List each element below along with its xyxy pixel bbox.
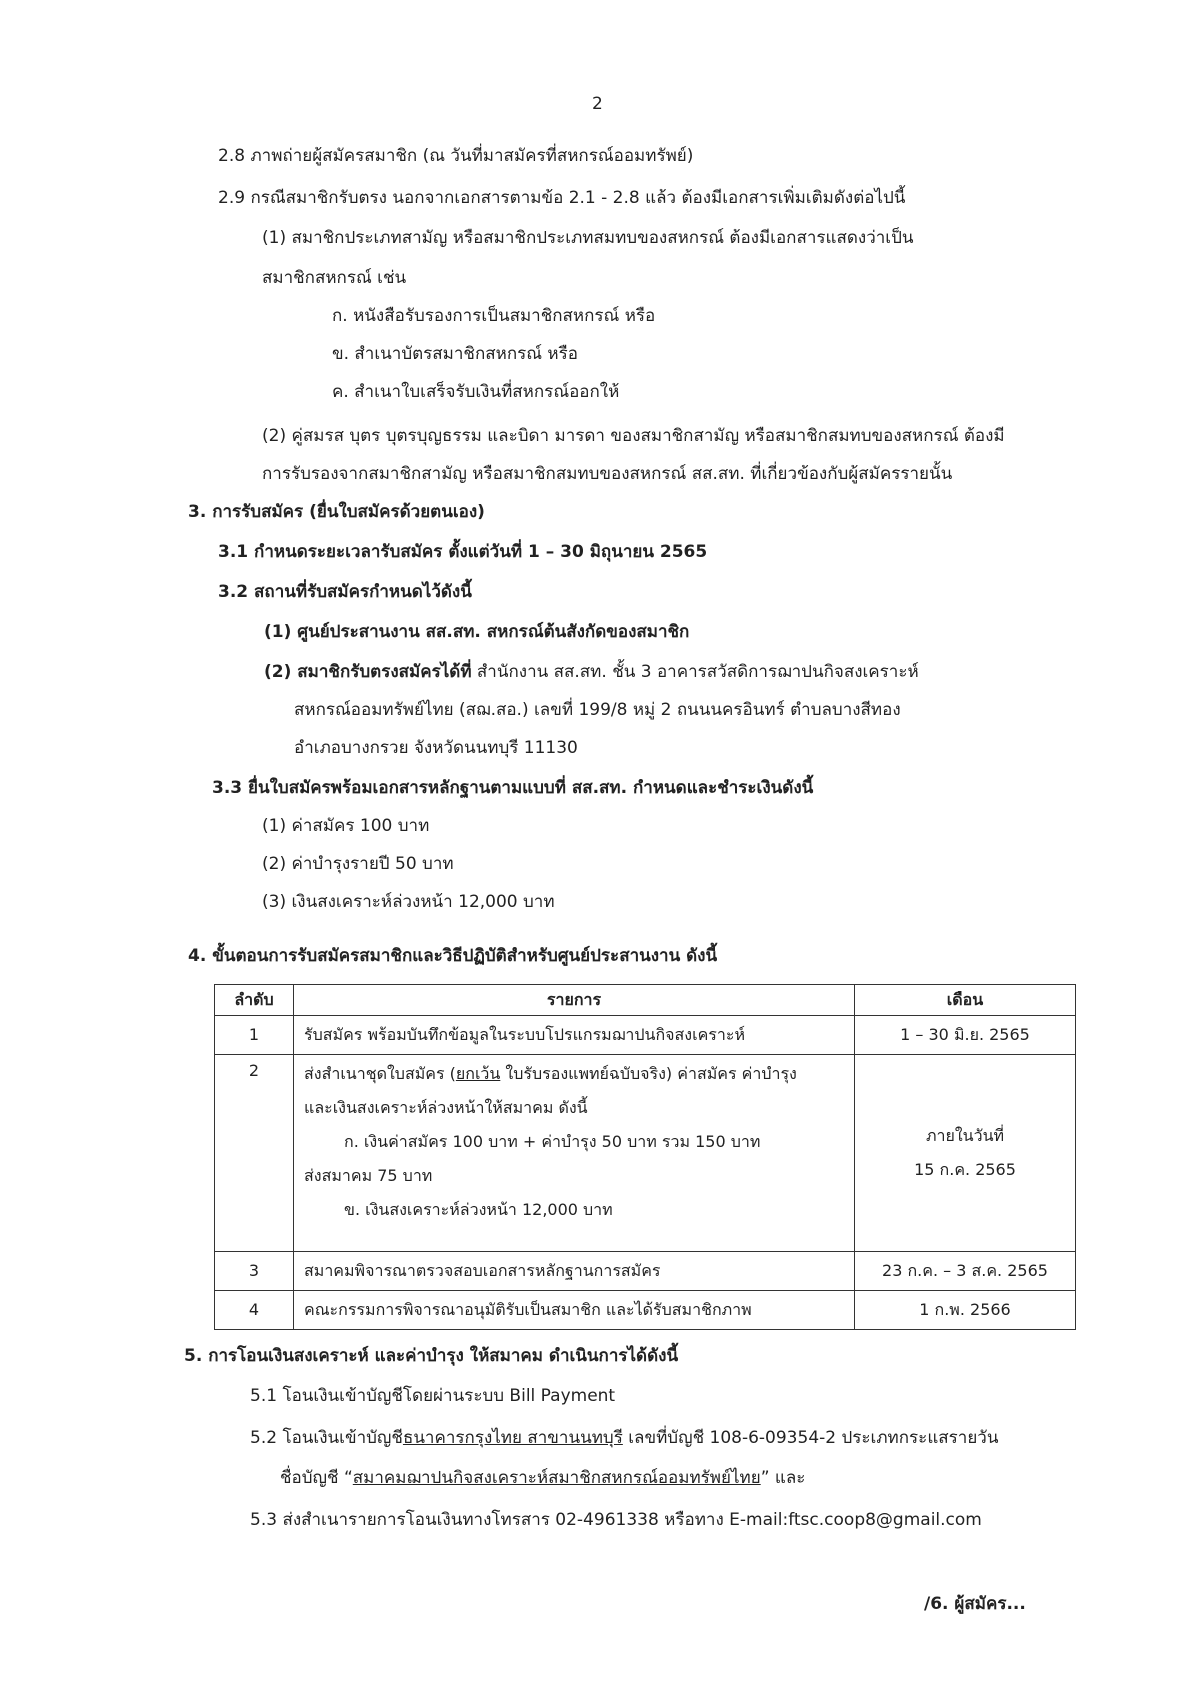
item-2-9-2-line2: การรับรองจากสมาชิกสามัญ หรือสมาชิกสมทบของสหกรณ์ สส.สท. ที่เกี่ยวข้องกับผู้สมัครรายนั้น xyxy=(262,464,953,484)
item-5-1: 5.1 โอนเงินเข้าบัญชีโดยผ่านระบบ Bill Payment xyxy=(250,1386,616,1406)
item-2-9-1-ka: ก. หนังสือรับรองการเป็นสมาชิกสหกรณ์ หรือ xyxy=(332,306,656,326)
section-3-heading: 3. การรับสมัคร (ยื่นใบสมัครด้วยตนเอง) xyxy=(188,502,485,522)
row-item: คณะกรรมการพิจารณาอนุมัติรับเป็นสมาชิก และได้รับสมาชิกภาพ xyxy=(294,1291,855,1330)
item-3-1 xyxy=(218,540,707,564)
row-month: 23 ก.ค. – 3 ส.ค. 2565 xyxy=(855,1252,1076,1291)
table-row xyxy=(215,1016,1076,1055)
item-2-9-1-line1: (1) สมาชิกประเภทสามัญ หรือสมาชิกประเภทสมทบของสหกรณ์ ต้องมีเอกสารแสดงว่าเป็น xyxy=(262,228,914,248)
item-5-2-name-pre: ชื่อบัญชี “ xyxy=(280,1468,353,1488)
table-header-row xyxy=(215,985,1076,1016)
item-3-3-1: (1) ค่าสมัคร 100 บาท xyxy=(262,816,430,836)
item-5-2-name-post: ” และ xyxy=(760,1468,806,1488)
item-3-2-2-line1 xyxy=(264,660,919,684)
item-3-2-2-lead: (2) สมาชิกรับตรงสมัครได้ที่ xyxy=(264,662,472,682)
table-row xyxy=(215,1055,1076,1252)
item-2-9: 2.9 กรณีสมาชิกรับตรง นอกจากเอกสารตามข้อ 2.1 - 2.8 แล้ว ต้องมีเอกสารเพิ่มเติมดังต่อไปนี้ xyxy=(218,188,906,208)
item-2-9-2-line1: (2) คู่สมรส บุตร บุตรบุญธรรม และบิดา มารดา ของสมาชิกสามัญ หรือสมาชิกสมทบของสหกรณ์ ต้องมี xyxy=(262,426,1005,446)
row-item-line1 xyxy=(304,1057,844,1091)
item-5-2-account-name: สมาคมฌาปนกิจสงเคราะห์สมาชิกสหกรณ์ออมทรัพย์ไทย xyxy=(352,1468,761,1488)
item-3-2-2-line3: อำเภอบางกรวย จังหวัดนนทบุรี 11130 xyxy=(294,738,578,758)
page-number: 2 xyxy=(592,94,603,114)
row-no: 2 xyxy=(215,1055,294,1252)
item-2-8: 2.8 ภาพถ่ายผู้สมัครสมาชิก (ณ วันที่มาสมัครที่สหกรณ์ออมทรัพย์) xyxy=(218,146,694,166)
row-no: 4 xyxy=(215,1291,294,1330)
row-month-line1: ภายในวันที่ xyxy=(925,1126,1005,1145)
item-3-3-3: (3) เงินสงเคราะห์ล่วงหน้า 12,000 บาท xyxy=(262,892,555,912)
row-item: สมาคมพิจารณาตรวจสอบเอกสารหลักฐานการสมัคร xyxy=(294,1252,855,1291)
item-3-3-2: (2) ค่าบำรุงรายปี 50 บาท xyxy=(262,854,454,874)
item-3-2-1: (1) ศูนย์ประสานงาน สส.สท. สหกรณ์ต้นสังกัดของสมาชิก xyxy=(264,622,690,642)
row-item-line1-pre: ส่งสำเนาชุดใบสมัคร ( xyxy=(304,1064,456,1083)
row-month-line2: 15 ก.ค. 2565 xyxy=(914,1160,1016,1179)
section-4-heading: 4. ขั้นตอนการรับสมัครสมาชิกและวิธีปฏิบัติสำหรับศูนย์ประสานงาน ดังนี้ xyxy=(188,946,718,966)
item-5-2-bank: ธนาคารกรุงไทย สาขานนทบุรี xyxy=(402,1428,623,1448)
table-row xyxy=(215,1252,1076,1291)
item-5-2-pre: 5.2 โอนเงินเข้าบัญชี xyxy=(250,1428,403,1448)
table-header-item: รายการ xyxy=(294,985,855,1016)
item-3-1-text: 3.1 กำหนดระยะเวลารับสมัคร ตั้งแต่วันที่ 1 – 30 มิถุนายน 2565 xyxy=(218,542,708,562)
row-item: รับสมัคร พร้อมบันทึกข้อมูลในระบบโปรแกรมฌาปนกิจสงเคราะห์ xyxy=(294,1016,855,1055)
procedure-table xyxy=(214,984,1076,1330)
item-5-3: 5.3 ส่งสำเนารายการโอนเงินทางโทรสาร 02-4961338 หรือทาง E-mail:ftsc.coop8@gmail.com xyxy=(250,1510,982,1530)
row-item-line2: และเงินสงเคราะห์ล่วงหน้าให้สมาคม ดังนี้ xyxy=(304,1098,588,1117)
row-no: 3 xyxy=(215,1252,294,1291)
row-item xyxy=(294,1055,855,1252)
row-item-line5: ข. เงินสงเคราะห์ล่วงหน้า 12,000 บาท xyxy=(344,1200,613,1219)
table-row xyxy=(215,1291,1076,1330)
item-3-2-2-rest: สำนักงาน สส.สท. ชั้น 3 อาคารสวัสดิการฌาปนกิจสงเคราะห์ xyxy=(471,662,919,682)
row-item-line3: ก. เงินค่าสมัคร 100 บาท + ค่าบำรุง 50 บาท รวม 150 บาท xyxy=(344,1132,761,1151)
item-5-2-line1 xyxy=(250,1426,998,1450)
row-month xyxy=(855,1055,1076,1252)
table-header-no: ลำดับ xyxy=(215,985,294,1016)
item-5-2-post: เลขที่บัญชี 108-6-09354-2 ประเภทกระแสรายวัน xyxy=(622,1428,999,1448)
table-header-month: เดือน xyxy=(855,985,1076,1016)
row-month: 1 ก.พ. 2566 xyxy=(855,1291,1076,1330)
item-3-2: 3.2 สถานที่รับสมัครกำหนดไว้ดังนี้ xyxy=(218,582,472,602)
item-3-3: 3.3 ยื่นใบสมัครพร้อมเอกสารหลักฐานตามแบบที่ สส.สท. กำหนดและชำระเงินดังนี้ xyxy=(212,778,814,798)
item-2-9-1-kha: ข. สำเนาบัตรสมาชิกสหกรณ์ หรือ xyxy=(332,344,578,364)
row-month: 1 – 30 มิ.ย. 2565 xyxy=(855,1016,1076,1055)
item-2-9-1-line2: สมาชิกสหกรณ์ เช่น xyxy=(262,268,407,288)
item-2-9-1-kho: ค. สำเนาใบเสร็จรับเงินที่สหกรณ์ออกให้ xyxy=(332,382,620,402)
row-item-line4: ส่งสมาคม 75 บาท xyxy=(304,1166,433,1185)
item-3-2-2-line2: สหกรณ์ออมทรัพย์ไทย (สฌ.สอ.) เลขที่ 199/8 หมู่ 2 ถนนนครอินทร์ ตำบลบางสีทอง xyxy=(294,700,901,720)
continuation-marker: /6. ผู้สมัคร... xyxy=(924,1594,1026,1614)
row-no: 1 xyxy=(215,1016,294,1055)
row-item-line1-post: ใบรับรองแพทย์ฉบับจริง) ค่าสมัคร ค่าบำรุง xyxy=(500,1064,797,1083)
section-5-heading: 5. การโอนเงินสงเคราะห์ และค่าบำรุง ให้สมาคม ดำเนินการได้ดังนี้ xyxy=(184,1346,679,1366)
item-5-2-line2 xyxy=(280,1466,805,1490)
row-item-line1-underlined: ยกเว้น xyxy=(455,1064,501,1083)
